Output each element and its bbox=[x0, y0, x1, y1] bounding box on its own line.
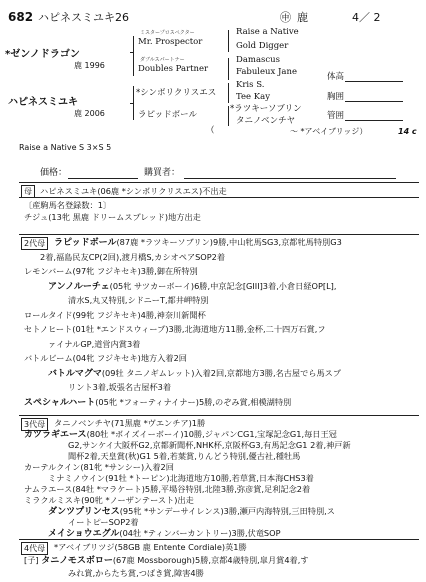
second-dam-record: (05牝 サツカーボーイ)6勝,中京記念[GIII]3着,小倉日経OP[L], bbox=[109, 280, 337, 291]
third-dam-line bbox=[48, 473, 314, 484]
ss-small: ミスタープロスペクター bbox=[140, 30, 195, 36]
second-dam-record: ロールタイド(99牝 フジキセキ)4勝,神奈川新聞杯 bbox=[24, 309, 206, 320]
ddd-name: タニノベンチヤ bbox=[236, 116, 296, 126]
third-dam-line bbox=[68, 517, 139, 528]
second-dam-record: 2着,福島民友CP(2回),渡月橋S,カシオペアSOP2着 bbox=[40, 251, 226, 262]
second-dam-line bbox=[24, 266, 198, 277]
third-dam-line bbox=[24, 484, 310, 495]
sdd-name: Fabuleux Jane bbox=[236, 67, 298, 77]
ddd-sire: 〜 *アベイブリッジ） bbox=[290, 127, 368, 136]
second-dam-record: レモンバーム(97牝 フジキセキ)3勝,御在所特別 bbox=[24, 266, 198, 276]
dam-under-rule bbox=[19, 197, 419, 198]
fourth-dam-record: (67鹿 Mossborough)5勝,京都4歳特別,皐月賞4着,す bbox=[112, 555, 309, 565]
sds-name: Damascus bbox=[236, 55, 280, 65]
girth-field[interactable] bbox=[345, 101, 403, 102]
catalog-number: 682 bbox=[8, 10, 34, 24]
second-dam-record: セトノヒート(01牡 *エンドスウィープ)3勝,北海道地方11勝,金杯,二十四万石賞,フ bbox=[24, 324, 326, 334]
cannon-label: 管囲 bbox=[327, 111, 345, 121]
third-dam-horse-name: カツラギエース bbox=[24, 430, 87, 440]
third-dam-record: ミラクルミスキ(90牝 *ノーザンテースト)出走 bbox=[24, 495, 194, 505]
second-dam-record: (09牡 タニノギムレット)入着2回,京都地方3勝,名古屋でら馬スプ bbox=[101, 367, 342, 378]
sss-name: Raise a Native bbox=[236, 27, 299, 37]
second-dam-line bbox=[68, 382, 171, 393]
third-dam-record: 聞杯2着,天皇賞(秋)G1 5着,若葉賞,りんどう特別,優古社,種牡馬 bbox=[68, 451, 301, 461]
dam-line-3: チジュ(13牝 黒鹿 ドリームスプレッド)地方出走 bbox=[24, 212, 201, 222]
third-dam-horse-name: メイショウエグル bbox=[48, 529, 120, 539]
ss-bracket bbox=[228, 30, 229, 52]
fourth-dam-top-rule bbox=[19, 539, 419, 540]
second-dam-record: (87鹿 *ラツキーソブリン)9勝,中山牝馬SG3,京都牝馬特別G3 bbox=[116, 237, 342, 247]
dam-connector bbox=[130, 103, 134, 104]
third-dam-record: カーテルクイン(81牝 *サンシー)入着2回 bbox=[24, 462, 174, 472]
third-dam-record: タニノベンチヤ(71黒鹿 *ヴエンチア)1勝 bbox=[54, 418, 206, 428]
third-dam-record: G2,サンケイ大阪杯G2,京都新聞杯,NHK杯,京阪杯G3,有馬記念G1 2着,神戸新 bbox=[68, 440, 351, 450]
sire-info: 鹿 1996 bbox=[74, 61, 105, 70]
fourth-dam-record: *アベイブリツジ(58GB 鹿 Entente Cordiale)英1勝 bbox=[54, 542, 247, 552]
third-dam-line bbox=[68, 440, 351, 451]
sire-bracket bbox=[133, 36, 134, 76]
third-dam-record: ミナミノウイン(91牡 *トーピン)北海道地方10勝,若草賞,日本海CHS3着 bbox=[48, 473, 314, 483]
girth-label: 胸囲 bbox=[327, 92, 345, 102]
second-dam-horse-name: アンノルーチェ bbox=[48, 281, 110, 292]
price-label: 価格： bbox=[40, 168, 68, 178]
sd-bracket bbox=[228, 58, 229, 80]
dd-name: ラピッドボール bbox=[138, 110, 197, 120]
third-dam-record: (04牡 *ティンバーカントリー)3勝,伏竜SOP bbox=[119, 528, 281, 538]
second-dam-record: リント3着,坂張名古屋杯3着 bbox=[68, 382, 172, 392]
second-dam-horse-name: スペシャルハート bbox=[24, 397, 96, 408]
dam-line-1: ハピネスミユキ(06鹿 *シンボリクリスエス)不出走 bbox=[40, 186, 227, 196]
third-dam-line bbox=[68, 451, 300, 462]
price-field[interactable] bbox=[68, 178, 138, 179]
dss-name: Kris S. bbox=[236, 80, 265, 90]
second-dam-line bbox=[48, 281, 336, 294]
second-dam-horse-name: バトルマグマ bbox=[48, 368, 102, 379]
third-dam-record: イートピーSOP2着 bbox=[68, 517, 139, 527]
second-dam-record: 清水S,丸又特別,シドニーT,都井岬特別 bbox=[68, 295, 209, 305]
second-dam-line bbox=[48, 339, 140, 350]
dam-name: ハピネスミユキ bbox=[8, 97, 78, 108]
fourth-dam-line bbox=[24, 555, 309, 568]
ds-bracket bbox=[228, 83, 229, 103]
ssd-name: Gold Digger bbox=[236, 41, 289, 51]
dam-line-2: 〔産駒馬名登録数：1〕 bbox=[24, 200, 112, 210]
catalog-size: 14 c bbox=[398, 127, 417, 136]
horse-name: ハピネスミユキ26 bbox=[38, 11, 129, 24]
second-dam-horse-name: ラピッドボール bbox=[54, 238, 117, 248]
third-dam-record: ナムラエース(84牡 *マラケート)5勝,平場谷特別,北陸3勝,弥彦賞,足利記念2着 bbox=[24, 484, 311, 494]
height-label: 体高 bbox=[327, 72, 345, 82]
second-dam-top-rule bbox=[19, 234, 419, 235]
inbreeding-note: Raise a Native S 3×S 5 bbox=[19, 143, 112, 152]
sire-connector bbox=[130, 52, 134, 53]
dsd-name: Tee Kay bbox=[236, 92, 270, 102]
fourth-dam-tag: 4代母 bbox=[21, 542, 48, 556]
dam-top-rule bbox=[19, 182, 419, 183]
third-dam-record: (95牝 *サンデーサイレンス)3勝,瀬戸内海特別,三田特別,ス bbox=[119, 506, 335, 516]
second-dam-tag: 2代母 bbox=[21, 237, 48, 251]
ds-name: *シンボリクリスエス bbox=[136, 88, 217, 98]
fourth-dam-line bbox=[54, 542, 247, 553]
third-dam-line bbox=[24, 495, 194, 506]
buyer-label: 購買者： bbox=[144, 168, 181, 178]
second-dam-line bbox=[54, 237, 342, 250]
birth-date: 4／ 2 bbox=[352, 11, 381, 24]
second-dam-record: (05牝 *フォーティナイナー)5勝,のぞみ賞,相模湖特別 bbox=[95, 396, 292, 407]
second-dam-line bbox=[24, 353, 187, 364]
second-dam-line bbox=[24, 324, 326, 335]
third-dam-record: (80牡 *ボイズイーボーイ)10勝,ジャパンCG1,宝塚記念G1,毎日王冠 bbox=[86, 429, 337, 439]
fourth-dam-prefix: [子] bbox=[24, 555, 42, 565]
third-dam-line bbox=[54, 418, 205, 429]
third-dam-horse-name: ダンツプリンセス bbox=[48, 507, 120, 517]
buyer-field[interactable] bbox=[184, 178, 396, 179]
second-dam-line bbox=[24, 397, 291, 410]
height-field[interactable] bbox=[345, 81, 403, 82]
third-dam-line bbox=[24, 462, 174, 473]
sd-small: ダブルスパートナー bbox=[140, 57, 185, 63]
second-dam-line bbox=[24, 310, 206, 321]
dam-tag: 母 bbox=[21, 185, 35, 199]
dd-bracket bbox=[228, 106, 229, 126]
third-dam-top-rule bbox=[19, 415, 419, 416]
dam-info: 鹿 2006 bbox=[74, 109, 105, 118]
sex-mark: ㊥ bbox=[280, 11, 291, 24]
second-dam-record: ァイナルGP,道営内賞3着 bbox=[48, 338, 141, 349]
cannon-field[interactable] bbox=[345, 120, 403, 121]
sd-name: Doubles Partner bbox=[138, 64, 209, 74]
second-dam-line bbox=[40, 252, 225, 263]
coat-color: 鹿 bbox=[297, 11, 308, 24]
pedigree-paren: （ bbox=[206, 126, 215, 136]
third-dam-tag: 3代母 bbox=[21, 418, 48, 432]
dds-name: *ラツキーソブリン bbox=[230, 104, 302, 114]
second-dam-line bbox=[68, 295, 209, 306]
second-dam-record: バトルビーム(04牝 フジキセキ)地方入着2回 bbox=[24, 353, 187, 363]
fourth-dam-record: みれ賞,からたち賞,つばき賞,障害4勝 bbox=[68, 568, 204, 578]
ss-name: Mr. Prospector bbox=[138, 37, 203, 47]
sire-name: *ゼンノドラゴン bbox=[5, 49, 80, 60]
second-dam-line bbox=[48, 368, 341, 381]
fourth-dam-line bbox=[68, 568, 204, 579]
fourth-dam-horse-name: タニノモスボロー bbox=[41, 556, 113, 566]
